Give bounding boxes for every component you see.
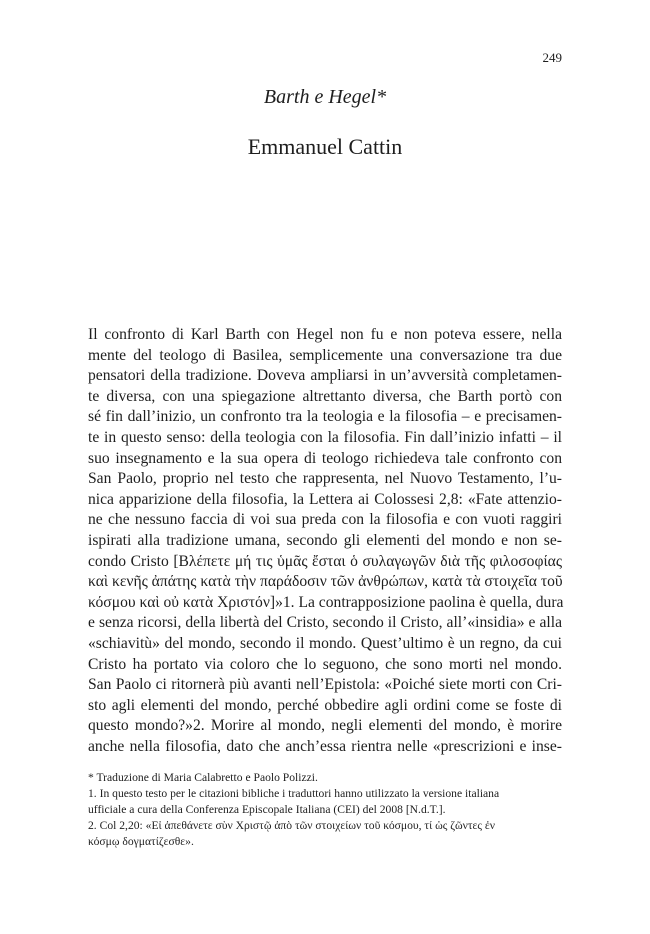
body-line: pensatori della tradizione. Doveva ampliarsi in un’avversità completamen- bbox=[88, 367, 562, 385]
body-line: condo Cristo [Βλέπετε μή τις ὑμᾶς ἔσται ὁ συλαγωγῶν διὰ τῆς φιλοσοφίας bbox=[88, 552, 562, 570]
body-line: San Paolo, proprio nel testo che rappresenta, nel Nuovo Testamento, l’u- bbox=[88, 470, 562, 488]
body-line: te in questo senso: della teologia con la filosofia. Fin dall’inizio infatti – il bbox=[88, 428, 562, 446]
page-number: 249 bbox=[542, 50, 562, 65]
body-text bbox=[88, 325, 562, 757]
footnote-line: 2. Col 2,20: «Εἰ ἀπεθάνετε σὺν Χριστῷ ἀπὸ τῶν στοιχείων τοῦ κόσμου, τί ὡς ζῶντες ἐν bbox=[88, 819, 496, 832]
body-line: Il confronto di Karl Barth con Hegel non fu e non poteva essere, nella bbox=[88, 326, 562, 343]
body-line: nica apparizione della filosofia, la Lettera ai Colossesi 2,8: «Fate attenzio- bbox=[88, 490, 562, 508]
body-line: «schiavitù» del mondo, secondo il mondo. Quest’ultimo è un regno, da cui bbox=[88, 634, 562, 652]
body-line: anche nella filosofia, dato che anch’essa rientra nelle «prescrizioni e inse- bbox=[88, 737, 562, 755]
footnote-line: ufficiale a cura della Conferenza Episcopale Italiana (CEI) del 2008 [N.d.T.]. bbox=[88, 803, 446, 816]
body-line: e senza ricorsi, della libertà del Cristo, secondo il Cristo, all’«insidia» e alla bbox=[88, 614, 562, 632]
body-line: mente del teologo di Basilea, semplicemente una conversazione tra due bbox=[88, 346, 562, 364]
body-line: te diversa, con una spiegazione altrettanto diversa, che Barth portò con bbox=[88, 387, 562, 405]
body-line: San Paolo ci ritornerà più avanti nell’Epistola: «Poiché siete morti con Cri- bbox=[88, 676, 562, 694]
body-line: ispirati alla tradizione umana, secondo gli elementi del mondo e non se- bbox=[88, 531, 562, 549]
body-line: καὶ κενῆς ἀπάτης κατὰ τὴν παράδοσιν τῶν ἀνθρώπων, κατὰ τὰ στοιχεῖα τοῦ bbox=[88, 573, 563, 591]
body-line: sto agli elementi del mondo, perché obbedire agli ordini come se foste di bbox=[88, 696, 562, 714]
body-line: suo insegnamento e la sua opera di teologo richiedeva tale confronto con bbox=[88, 449, 562, 467]
footnote-line: κόσμῳ δογματίζεσθε». bbox=[88, 835, 194, 848]
body-line: κόσμου καὶ οὐ κατὰ Χριστόν]»1. La contrapposizione paolina è quella, dura bbox=[88, 593, 564, 611]
author-name: Emmanuel Cattin bbox=[247, 134, 403, 159]
footnotes bbox=[88, 770, 562, 850]
body-line: Cristo ha portato via coloro che lo seguono, che sono morti nel mondo. bbox=[88, 655, 562, 673]
chapter-title: Barth e Hegel* bbox=[263, 86, 387, 108]
footnote-line: 1. In questo testo per le citazioni bibliche i traduttori hanno utilizzato la versione italiana bbox=[88, 787, 500, 800]
body-line: sé fin dall’inizio, un confronto tra la teologia e la filosofia – e precisamen- bbox=[88, 408, 562, 426]
body-line: questo mondo?»2. Morire al mondo, negli elementi del mondo, è morire bbox=[88, 717, 562, 735]
footnote-line: * Traduzione di Maria Calabretto e Paolo Polizzi. bbox=[88, 771, 318, 784]
body-line: ne che nessuno faccia di voi sua preda con la filosofia e con vuoti raggiri bbox=[88, 511, 562, 529]
